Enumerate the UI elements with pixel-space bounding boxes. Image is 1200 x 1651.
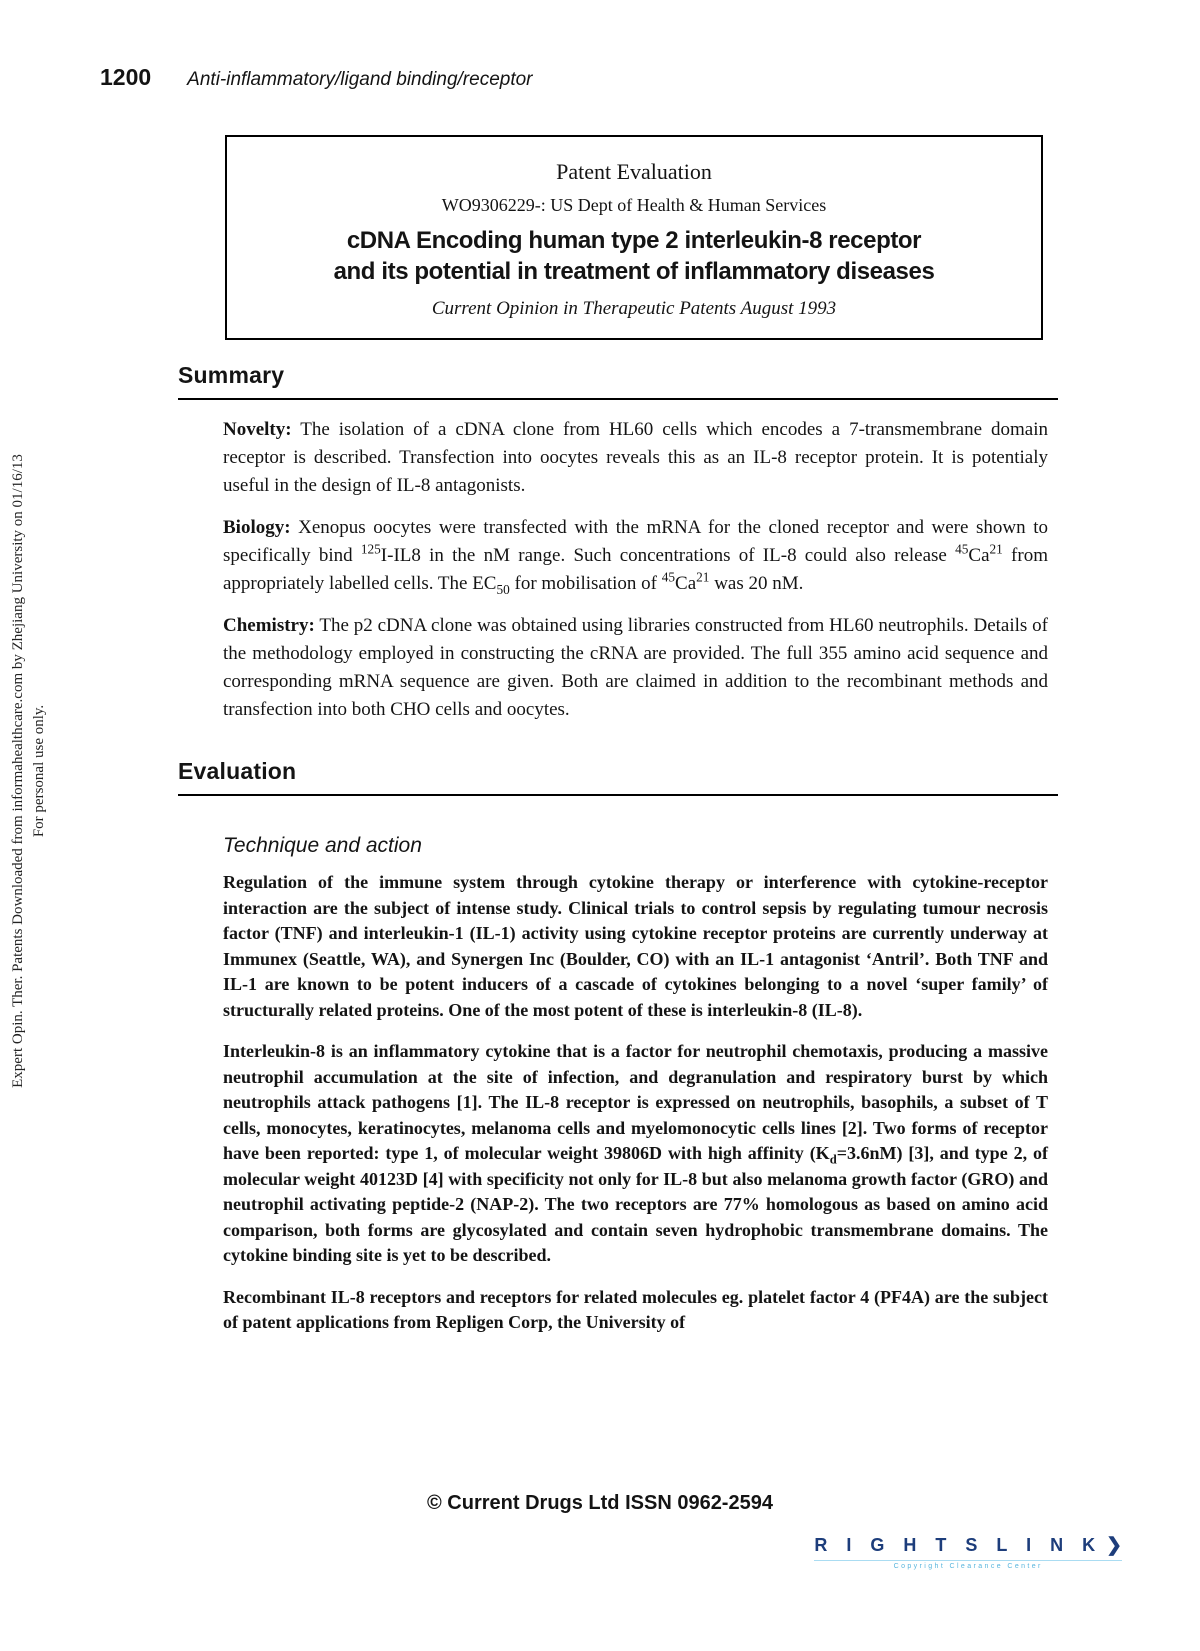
download-notice-line1: Expert Opin. Ther. Patents Downloaded from informahealthcare.com by Zhejiang University on 01/16/13 bbox=[10, 454, 26, 1088]
running-head-title: Anti-inflammatory/ligand binding/receptor bbox=[187, 69, 533, 90]
rightslink-arrow-icon: ❯ bbox=[1106, 1535, 1122, 1556]
biology-label: Biology: bbox=[223, 517, 291, 538]
evaluation-paragraph-2: Interleukin-8 is an inflammatory cytokine that is a factor for neutrophil chemotaxis, producing a massive neutrophil accumulation at the site of infection, and degranulation and respiratory burst by which neutrophils attack pathogens [1]. The IL-8 receptor is expressed on neutrophils, basophils, a subset of T cells, monocytes, keratinocytes, melanoma cells and myelomonocytic cells lines [2]. Two forms of receptor have been reported: type 1, of molecular weight 39806D with high affinity $(K_d=3.6nM)$ [3], and type 2, of molecular weight 40123D [4] with specificity not only for IL-8 but also melanoma growth factor (GRO) and neutrophil activating peptide-2 (NAP-2). The two receptors are 77% homologous as based on amino acid comparison, both forms are glycosylated and contain seven hydrophobic transmembrane domains. The cytokine binding site is yet to be described. bbox=[223, 1041, 1048, 1265]
summary-heading: Summary bbox=[178, 362, 1058, 400]
novelty-paragraph bbox=[223, 416, 1048, 500]
novelty-label: Novelty: bbox=[223, 419, 292, 440]
running-head bbox=[100, 64, 533, 91]
evaluation-paragraph-3: Recombinant IL-8 receptors and receptors for related molecules eg. platelet factor 4 (PF4A) are the subject of patent applications from Repligen Corp, the University of bbox=[223, 1286, 1048, 1332]
evaluation-heading: Evaluation bbox=[178, 758, 1058, 796]
evaluation-paragraph-1: Regulation of the immune system through cytokine therapy or interference with cytokine-receptor interaction are the subject of intense study. Clinical trials to control sepsis by regulating tumour necrosis factor (TNF) and interleukin-1 (IL-1) activity using cytokine receptor proteins are currently underway at Immunex (Seattle, WA), and Synergen Inc (Boulder, CO) with an IL-1 antagonist ‘Antril’. Both TNF and IL-1 are known to be potent inducers of a cascade of cytokines belonging to a novel ‘super family’ of structurally related proteins. One of the most potent of these is interleukin-8 (IL-8). bbox=[223, 872, 1048, 1020]
chemistry-label: Chemistry: bbox=[223, 615, 315, 636]
evaluation-section bbox=[178, 758, 1058, 1336]
summary-section bbox=[178, 362, 1058, 724]
download-notice bbox=[8, 424, 50, 1118]
page-number: 1200 bbox=[100, 64, 152, 90]
article-title-line2: and its potential in treatment of inflammatory diseases bbox=[333, 258, 935, 285]
rightslink-subtext: Copyright Clearance Center bbox=[814, 1560, 1122, 1570]
technique-subheading: Technique and action bbox=[223, 834, 422, 857]
rightslink-logo[interactable] bbox=[814, 1534, 1122, 1570]
chemistry-text: The p2 cDNA clone was obtained using libraries constructed from HL60 neutrophils. Details of the methodology employed in constructing the cRNA are provided. The full 355 amino acid sequence and corresponding mRNA sequence are given. Both are claimed in addition to the recombinant methods and transfection into both CHO cells and oocytes. bbox=[223, 615, 1048, 720]
biology-paragraph bbox=[223, 514, 1048, 598]
title-box bbox=[225, 135, 1043, 340]
rightslink-wordmark: R I G H T S L I N K bbox=[814, 1535, 1103, 1555]
copyright-footer: © Current Drugs Ltd ISSN 0962-2594 bbox=[427, 1492, 773, 1514]
novelty-text: The isolation of a cDNA clone from HL60 cells which encodes a 7-transmembrane domain receptor is described. Transfection into oocytes reveals this as an IL-8 receptor protein. It is potentialy useful in the design of IL-8 antagonists. bbox=[223, 419, 1048, 496]
biology-text: Xenopus oocytes were transfected with the mRNA for the cloned receptor and were shown to specifically bind $^{125}$I-IL8 in the nM range. Such concentrations of IL-8 could also release $^{45}$Ca$^{21}$ from appropriately labelled cells. The $EC_{50}$ for mobilisation of $^{45}$Ca$^{21}$ was 20 nM. bbox=[223, 517, 1048, 597]
kicker: Patent Evaluation bbox=[556, 159, 712, 184]
chemistry-paragraph bbox=[223, 612, 1048, 724]
article-title-line1: cDNA Encoding human type 2 interleukin-8 receptor bbox=[346, 227, 922, 254]
journal-source: Current Opinion in Therapeutic Patents August 1993 bbox=[431, 298, 837, 319]
patent-reference: WO9306229-: US Dept of Health & Human Services bbox=[441, 195, 827, 215]
download-notice-line2: For personal use only. bbox=[31, 704, 47, 838]
